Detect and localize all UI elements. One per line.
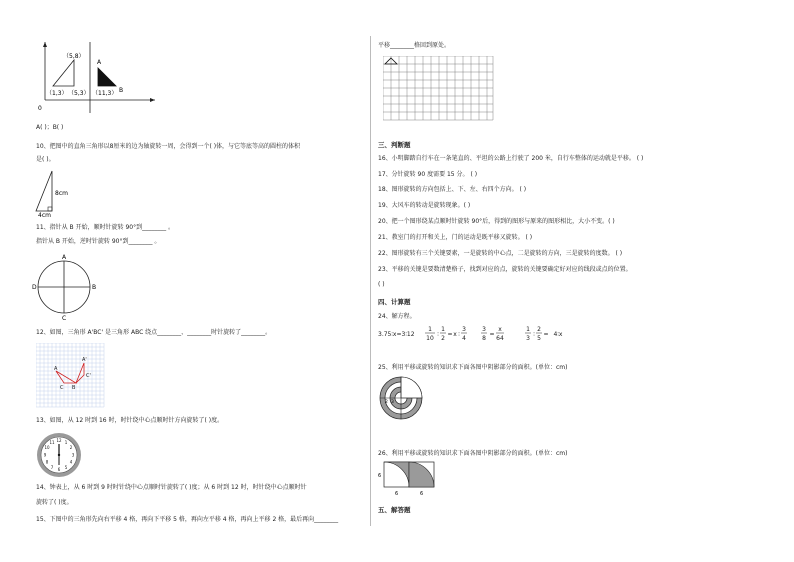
clock-figure	[36, 432, 82, 478]
q12-text: 12、如图，三角形 A'BC' 是三角形 ABC 绕点________、________时针旋转了________。	[36, 329, 272, 336]
section-5-title: 五、解答题	[378, 506, 411, 514]
label-1-3: （1,3）	[46, 90, 68, 97]
eq2-d2: 2	[441, 335, 445, 342]
height-label: 6	[378, 473, 382, 479]
svg-text:=: =	[543, 331, 549, 338]
section-3-title: 三、判断题	[378, 141, 411, 149]
base-label: 4cm	[38, 212, 51, 219]
label-5-8: （5,8）	[63, 53, 85, 60]
eq2-n2: 1	[441, 326, 445, 333]
svg-text:=: =	[489, 331, 495, 338]
q18-text: 18、图形旋转的方向包括上、下、左、右四个方向。 ( )	[378, 186, 527, 193]
pt-a-prime: A'	[82, 357, 87, 363]
q11-text-b: 指针从 B 开始，逆时针旋转 90°到________ 。	[36, 238, 161, 245]
q10-text: 10、把图中的直角三角形以8厘米的边为轴旋转一周，会得到一个( )体，与它等底等高的圆柱的体积	[36, 143, 301, 150]
clock-num-7: 7	[50, 465, 54, 470]
q13-text: 13、如图，从 12 时到 16 时，时针绕中心点顺时针方向旋转了( )度。	[36, 417, 224, 424]
point-d: D	[32, 284, 37, 291]
label-origin: 0	[38, 105, 42, 112]
eq4-d2: 5	[537, 335, 541, 342]
q19-text: 19、大风车的转动是旋转现象。( )	[378, 202, 471, 209]
radius-3-label: 3	[391, 400, 394, 405]
eq2-d1: 10	[426, 335, 434, 342]
q25-text: 25、利用平移或旋转的知识求下面各图中阴影部分的面积。(单位：cm)	[378, 364, 568, 371]
right-triangle-figure	[30, 165, 80, 219]
eq2-n3: 3	[462, 326, 466, 333]
q20-text: 20、把一个图形绕某点顺时针旋转 90°后，得到的图形与原来的图形相比，大小不变。( )	[378, 218, 615, 225]
q21-text: 21、教室门的打开和关上，门的运动是既平移又旋转。 ( )	[378, 234, 533, 241]
coordinate-figure	[30, 38, 160, 118]
label-b: B	[119, 87, 124, 94]
eq3-n2: x	[498, 326, 502, 333]
q17-text: 17、分针旋转 90 度需要 15 分。 ( )	[378, 171, 478, 178]
pt-a: A	[54, 366, 58, 372]
width-1-label: 6	[395, 491, 399, 497]
clock-num-9: 9	[43, 452, 47, 458]
svg-text:∶: ∶	[437, 331, 439, 338]
eq4-n2: 2	[537, 326, 541, 333]
q15-text-cont: 平移________格回到原处。	[378, 42, 451, 49]
arc-rectangle-figure	[376, 460, 442, 500]
label-a: A	[97, 59, 102, 66]
eq3-n1: 3	[482, 326, 486, 333]
label-11-3: （11,3）	[92, 90, 118, 97]
q9-answer: A( )；B( )	[36, 124, 64, 131]
pt-c: C	[60, 385, 64, 391]
translation-grid	[383, 56, 495, 124]
svg-text:=: =	[447, 331, 453, 338]
column-divider	[370, 36, 371, 526]
width-2-label: 6	[420, 491, 424, 497]
eq4-rhs: 4∶x	[553, 331, 563, 338]
point-a: A	[62, 254, 67, 261]
q16-text: 16、小明脚踏自行车在一条笔直的、平坦的公路上行驶了 200 米，自行车整体的运动就是平移。 ( )	[378, 155, 644, 162]
equations-fractions	[424, 323, 594, 345]
circle-figure	[30, 252, 100, 322]
point-b: B	[92, 284, 97, 291]
clock-num-10: 10	[44, 445, 50, 450]
eq2-n1: 1	[428, 326, 432, 333]
clock-num-6: 6	[57, 467, 61, 472]
q11-text-a: 11、指针从 B 开始，顺时针旋转 90°到________ 。	[36, 224, 175, 231]
pt-b: B	[72, 385, 76, 391]
clock-num-2: 2	[69, 445, 73, 450]
q26-text: 26、利用平移或旋转的知识求下面各图中阴影部分的面积。(单位：cm)	[378, 450, 568, 457]
eq2-d3: 4	[462, 335, 466, 342]
point-c: C	[62, 315, 67, 322]
clock-num-11: 11	[49, 440, 55, 445]
clock-num-4: 4	[69, 459, 73, 465]
eq4-n1: 1	[526, 326, 530, 333]
concentric-circles-figure	[378, 375, 424, 421]
radius-2-label: 2	[385, 400, 388, 405]
grid-rotation-figure	[36, 343, 108, 411]
q10-text-cont: 是( )。	[36, 156, 55, 163]
clock-num-5: 5	[64, 465, 68, 470]
q23-text-a: 23、平移的关键是要数清楚格子，找到对应的点，旋转的关键要确定好对应的线段或点的位置。	[378, 266, 632, 273]
label-5-3: （5,3）	[68, 90, 90, 97]
equation-1: 3.75∶x=3∶12	[378, 331, 415, 338]
q24-text: 24、解方程。	[378, 313, 416, 320]
eq3-d1: 8	[482, 335, 486, 342]
q15-text: 15、下图中的三角形先向右平移 4 格，再向下平移 5 格，再向左平移 4 格，再向上平移 2 格，最后再向________	[36, 516, 339, 523]
q14-text-a: 14、钟表上，从 6 时到 9 时时针绕中心点顺时针旋转了( )度；从 6 时到 12 时，时针绕中心点顺时针	[36, 484, 307, 491]
eq2-x: x	[453, 331, 457, 338]
q23-text-b: ( )	[378, 281, 385, 288]
side-label: 8cm	[55, 190, 68, 197]
eq3-d2: 64	[496, 335, 504, 342]
clock-num-12: 12	[56, 438, 62, 443]
clock-num-1: 1	[64, 440, 68, 445]
pt-c-prime: C'	[86, 373, 91, 379]
eq4-d1: 3	[526, 335, 530, 342]
clock-num-8: 8	[45, 459, 49, 465]
svg-text:∶: ∶	[533, 331, 535, 338]
q14-text-b: 旋转了( )度。	[36, 499, 73, 506]
section-4-title: 四、计算题	[378, 298, 411, 306]
clock-num-3: 3	[71, 452, 75, 458]
svg-text:∶: ∶	[458, 331, 460, 338]
q22-text: 22、图形旋转有三个关键要素，一是旋转的中心点，二是旋转的方向，三是旋转的度数。 ( )	[378, 250, 623, 257]
